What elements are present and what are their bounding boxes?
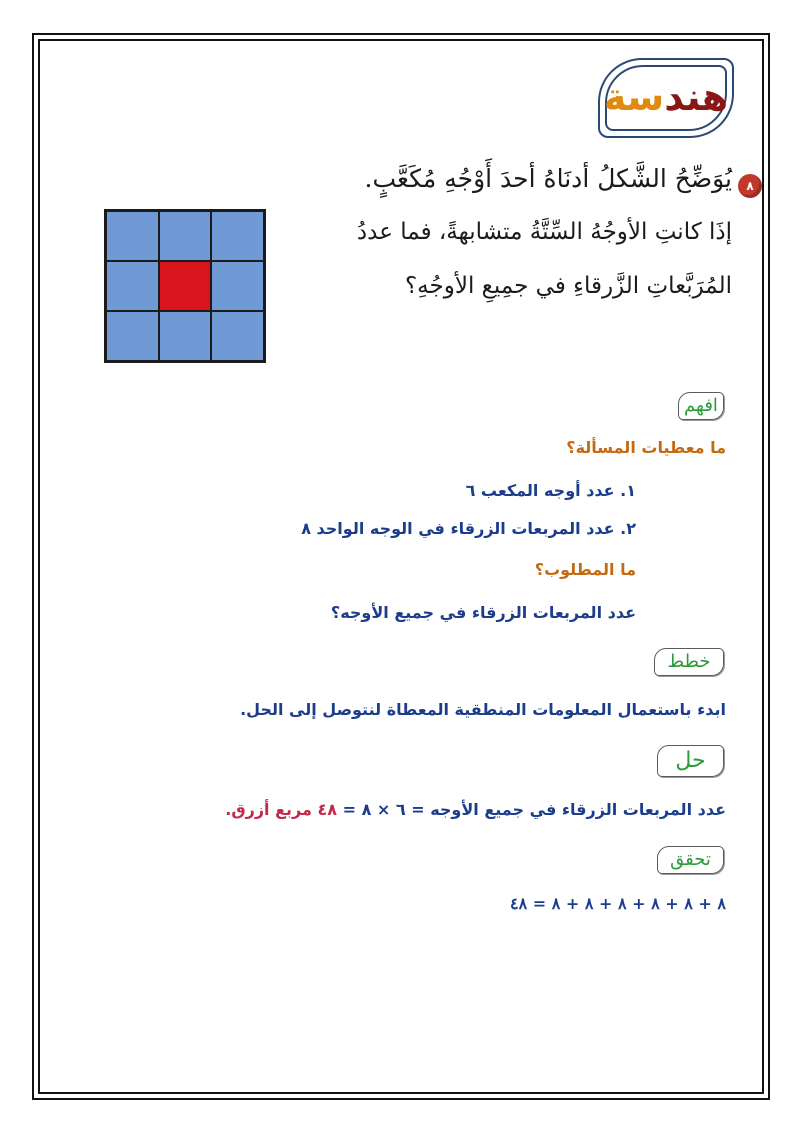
check-equation: ٨ + ٨ + ٨ + ٨ + ٨ + ٨ = ٤٨ [509,894,726,913]
required-label: ما المطلوب؟ [534,560,636,579]
blue-square [211,261,264,311]
red-square [159,261,212,311]
page-border-inner [38,39,764,1094]
blue-square [106,311,159,361]
solve-tag: حل [657,745,724,777]
section-title [598,72,734,122]
blue-square [106,211,159,261]
title-part-2: سة [603,75,665,119]
givens-question: ما معطيات المسألة؟ [566,438,726,457]
solution-result: ٤٨ مربع أزرق. [225,800,338,819]
plan-tag: خطط [654,648,724,676]
problem-line-2: إذَا كانتِ الأوجُهُ السِّتَّةُ متشابهةً، فما عددُ [356,219,732,245]
required-text: عدد المربعات الزرقاء في جميع الأوجه؟ [330,603,636,622]
blue-square [159,311,212,361]
given-item-1: ١. عدد أوجه المكعب ٦ [465,481,636,500]
cube-face-figure [104,209,266,363]
blue-square [159,211,212,261]
section-title-box [598,58,734,138]
title-part-1: هند [664,75,729,119]
solution-expression: عدد المربعات الزرقاء في جميع الأوجه = ٦ × ٨ = [337,800,726,819]
blue-square [106,261,159,311]
problem-line-1: يُوَضِّحُ الشَّكلُ أدنَاهُ أحدَ أَوْجُهِ مُكَعَّبٍ. [364,164,732,193]
problem-line-3: المُرَبَّعاتِ الزَّرقاءِ في جمِيعِ الأوجُهِ؟ [404,273,732,299]
given-item-2: ٢. عدد المربعات الزرقاء في الوجه الواحد ٨ [301,519,636,538]
plan-text: ابدء باستعمال المعلومات المنطقية المعطاة لنتوصل إلى الحل. [240,700,726,719]
blue-square [211,311,264,361]
understand-tag: افهم [678,392,724,420]
question-number-badge: ٨ [738,174,762,198]
blue-square [211,211,264,261]
check-tag: تحقق [657,846,724,874]
solution-line [225,800,726,819]
